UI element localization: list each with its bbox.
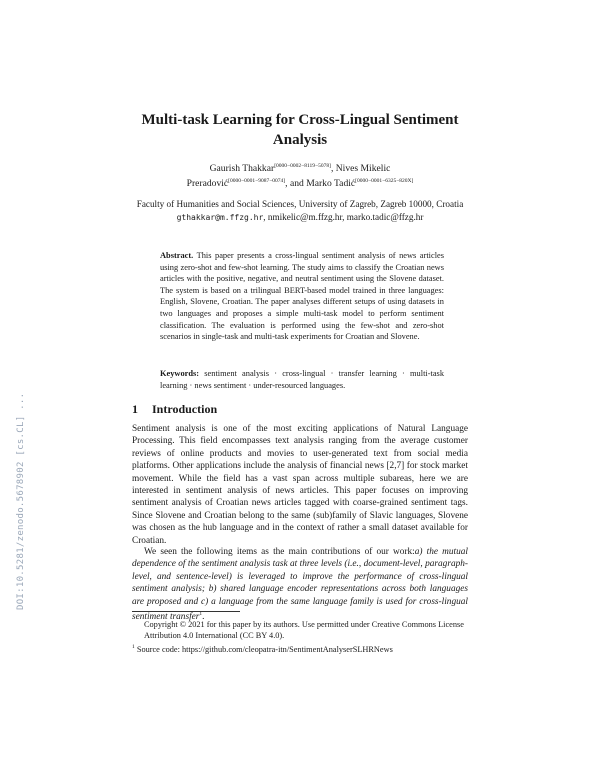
footnote-marker[interactable]: 1	[199, 611, 203, 618]
intro-paragraph-1: Sentiment analysis is one of the most exciting applications of Natural Language Processing. This field encompasses text analysis ranging from the average customer reviews of online products and movies to user-generated text from social media platforms. Other applications include the analysis of financial news [2,7] for stock market movement. While the field has a vast span across multiple subareas, here we are interested in sentiment analysis of news articles. This paper focuses on improving sentiment analysis of Croatian news articles tagged with coarse-grained sentiment tags. Since Slovene and Croatian belong to the same (sub)family of Slavic languages, Slovene was chosen as the hub language and in the context of rather a small dataset available for Croatian.	[132, 424, 468, 546]
email-link[interactable]: gthakkar@m.ffzg.hr	[176, 212, 264, 222]
contributions-text: a) the mutual dependence of the sentiment analysis task at three levels (i.e., document-level, paragraph-level, and sentence-level) is leveraged to improve the performance of cross-lingual sentiment analysis; b) shared language encoder representations across both languages are proposed and c) a language from the same language family is used for cross-lingual sentiment transfer	[132, 547, 468, 623]
arxiv-side-identifier	[4, 392, 26, 610]
author-orcid: [0000−0001−6325−820X]	[355, 178, 414, 185]
author-separator: , and Marko Tadić	[285, 178, 356, 190]
abstract-text: This paper presents a cross-lingual sentiment analysis of news articles using zero-shot and few-shot learning. The study aims to classify the Croatian news articles with the positive, negative, and neutral sentiment using the Slovene dataset. The system is based on a trilingual BERT-based model trained in three languages: English, Slovene, Croatian. The paper analyses different setups of using datasets in two languages and proposes a simple multi-task model to perform sentiment classification. The evaluation is performed using the few-shot and zero-shot scenarios in single-task and multi-task experiments for Croatian and Slovene.	[160, 251, 444, 342]
author-name: Gaurish Thakkar	[209, 163, 275, 175]
keywords	[160, 368, 444, 391]
author-list	[120, 160, 480, 190]
affiliation-block	[120, 198, 480, 224]
keywords-text: sentiment analysis · cross-lingual · transfer learning · multi-task learning · news sentiment · under-resourced languages.	[160, 369, 445, 390]
section-title: Introduction	[152, 402, 218, 416]
paper-title: Multi-task Learning for Cross-Lingual Sentiment Analysis	[141, 112, 459, 148]
footnote-number: 1	[132, 644, 135, 650]
side-identifier-text: DOI:10.5281/zenodo.5678902 [cs.CL] ...	[16, 392, 26, 610]
author-emails	[120, 211, 480, 225]
footnote-text[interactable]: Source code: https://github.com/cleopatra-itn/SentimentAnalyserSLHRNews	[136, 644, 393, 654]
copyright-note: Copyright © 2021 for this paper by its authors. Use permitted under Creative Commons License Attribution 4.0 International (CC BY 4.0).	[144, 620, 464, 640]
email-list[interactable]: , nmikelic@m.ffzg.hr, marko.tadic@ffzg.hr	[263, 211, 424, 222]
section-heading	[132, 402, 217, 417]
paragraph-text: We seen the following items as the main contributions of our work:	[144, 547, 415, 557]
keywords-label: Keywords:	[160, 369, 200, 378]
author-name: Preradović	[186, 178, 229, 190]
footnote	[132, 642, 468, 655]
abstract-label: Abstract.	[160, 251, 194, 260]
footnote-rule	[132, 611, 240, 612]
abstract	[160, 250, 444, 343]
affiliation: Faculty of Humanities and Social Sciences, University of Zagreb, Zagreb 10000, Croatia	[136, 199, 464, 209]
author-orcid: [0000−0002−8119−5078]	[274, 163, 331, 169]
author-orcid: [0000−0001−9087−0074]	[228, 178, 286, 185]
author-separator: , Nives Mikelic	[330, 163, 391, 175]
section-number: 1	[132, 402, 138, 416]
paragraph-end: .	[202, 612, 205, 623]
